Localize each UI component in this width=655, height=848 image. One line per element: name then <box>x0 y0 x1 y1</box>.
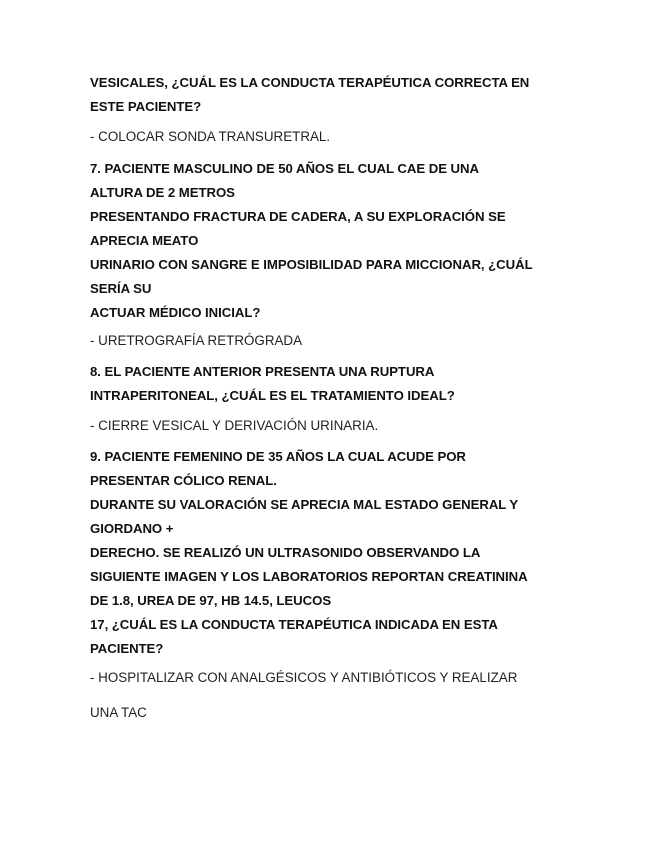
question-7-line-3: PRESENTANDO FRACTURA DE CADERA, A SU EXPLORACIÓN SE <box>90 209 506 224</box>
question-9-line-4: GIORDANO + <box>90 521 174 536</box>
answer-9-line-1: - HOSPITALIZAR CON ANALGÉSICOS Y ANTIBIÓTICOS Y REALIZAR <box>90 670 518 685</box>
question-9-line-1: 9. PACIENTE FEMENINO DE 35 AÑOS LA CUAL ACUDE POR <box>90 449 466 464</box>
answer-8: - CIERRE VESICAL Y DERIVACIÓN URINARIA. <box>90 418 379 433</box>
question-9-line-9: PACIENTE? <box>90 641 164 656</box>
question-9-line-3: DURANTE SU VALORACIÓN SE APRECIA MAL ESTADO GENERAL Y <box>90 497 519 512</box>
question-7-line-7: ACTUAR MÉDICO INICIAL? <box>90 305 261 320</box>
question-7-line-1: 7. PACIENTE MASCULINO DE 50 AÑOS EL CUAL CAE DE UNA <box>90 161 479 176</box>
question-7-line-6: SERÍA SU <box>90 281 152 296</box>
question-8-line-1: 8. EL PACIENTE ANTERIOR PRESENTA UNA RUPTURA <box>90 364 435 379</box>
question-9-line-5: DERECHO. SE REALIZÓ UN ULTRASONIDO OBSERVANDO LA <box>90 545 481 560</box>
question-9-line-2: PRESENTAR CÓLICO RENAL. <box>90 473 277 488</box>
question-9-line-7: DE 1.8, UREA DE 97, HB 14.5, LEUCOS <box>90 593 332 608</box>
question-6-line-1: VESICALES, ¿CUÁL ES LA CONDUCTA TERAPÉUTICA CORRECTA EN <box>90 75 530 90</box>
question-6-line-2: ESTE PACIENTE? <box>90 99 202 114</box>
answer-9-line-2: UNA TAC <box>90 705 147 720</box>
question-7-line-2: ALTURA DE 2 METROS <box>90 185 235 200</box>
question-8-line-2: INTRAPERITONEAL, ¿CUÁL ES EL TRATAMIENTO IDEAL? <box>90 388 455 403</box>
answer-7: - URETROGRAFÍA RETRÓGRADA <box>90 333 303 348</box>
answer-6: - COLOCAR SONDA TRANSURETRAL. <box>90 129 331 144</box>
question-7-line-4: APRECIA MEATO <box>90 233 199 248</box>
question-9-line-8: 17, ¿CUÁL ES LA CONDUCTA TERAPÉUTICA INDICADA EN ESTA <box>90 617 498 632</box>
question-9-line-6: SIGUIENTE IMAGEN Y LOS LABORATORIOS REPORTAN CREATININA <box>90 569 528 584</box>
question-7-line-5: URINARIO CON SANGRE E IMPOSIBILIDAD PARA MICCIONAR, ¿CUÁL <box>90 257 533 272</box>
